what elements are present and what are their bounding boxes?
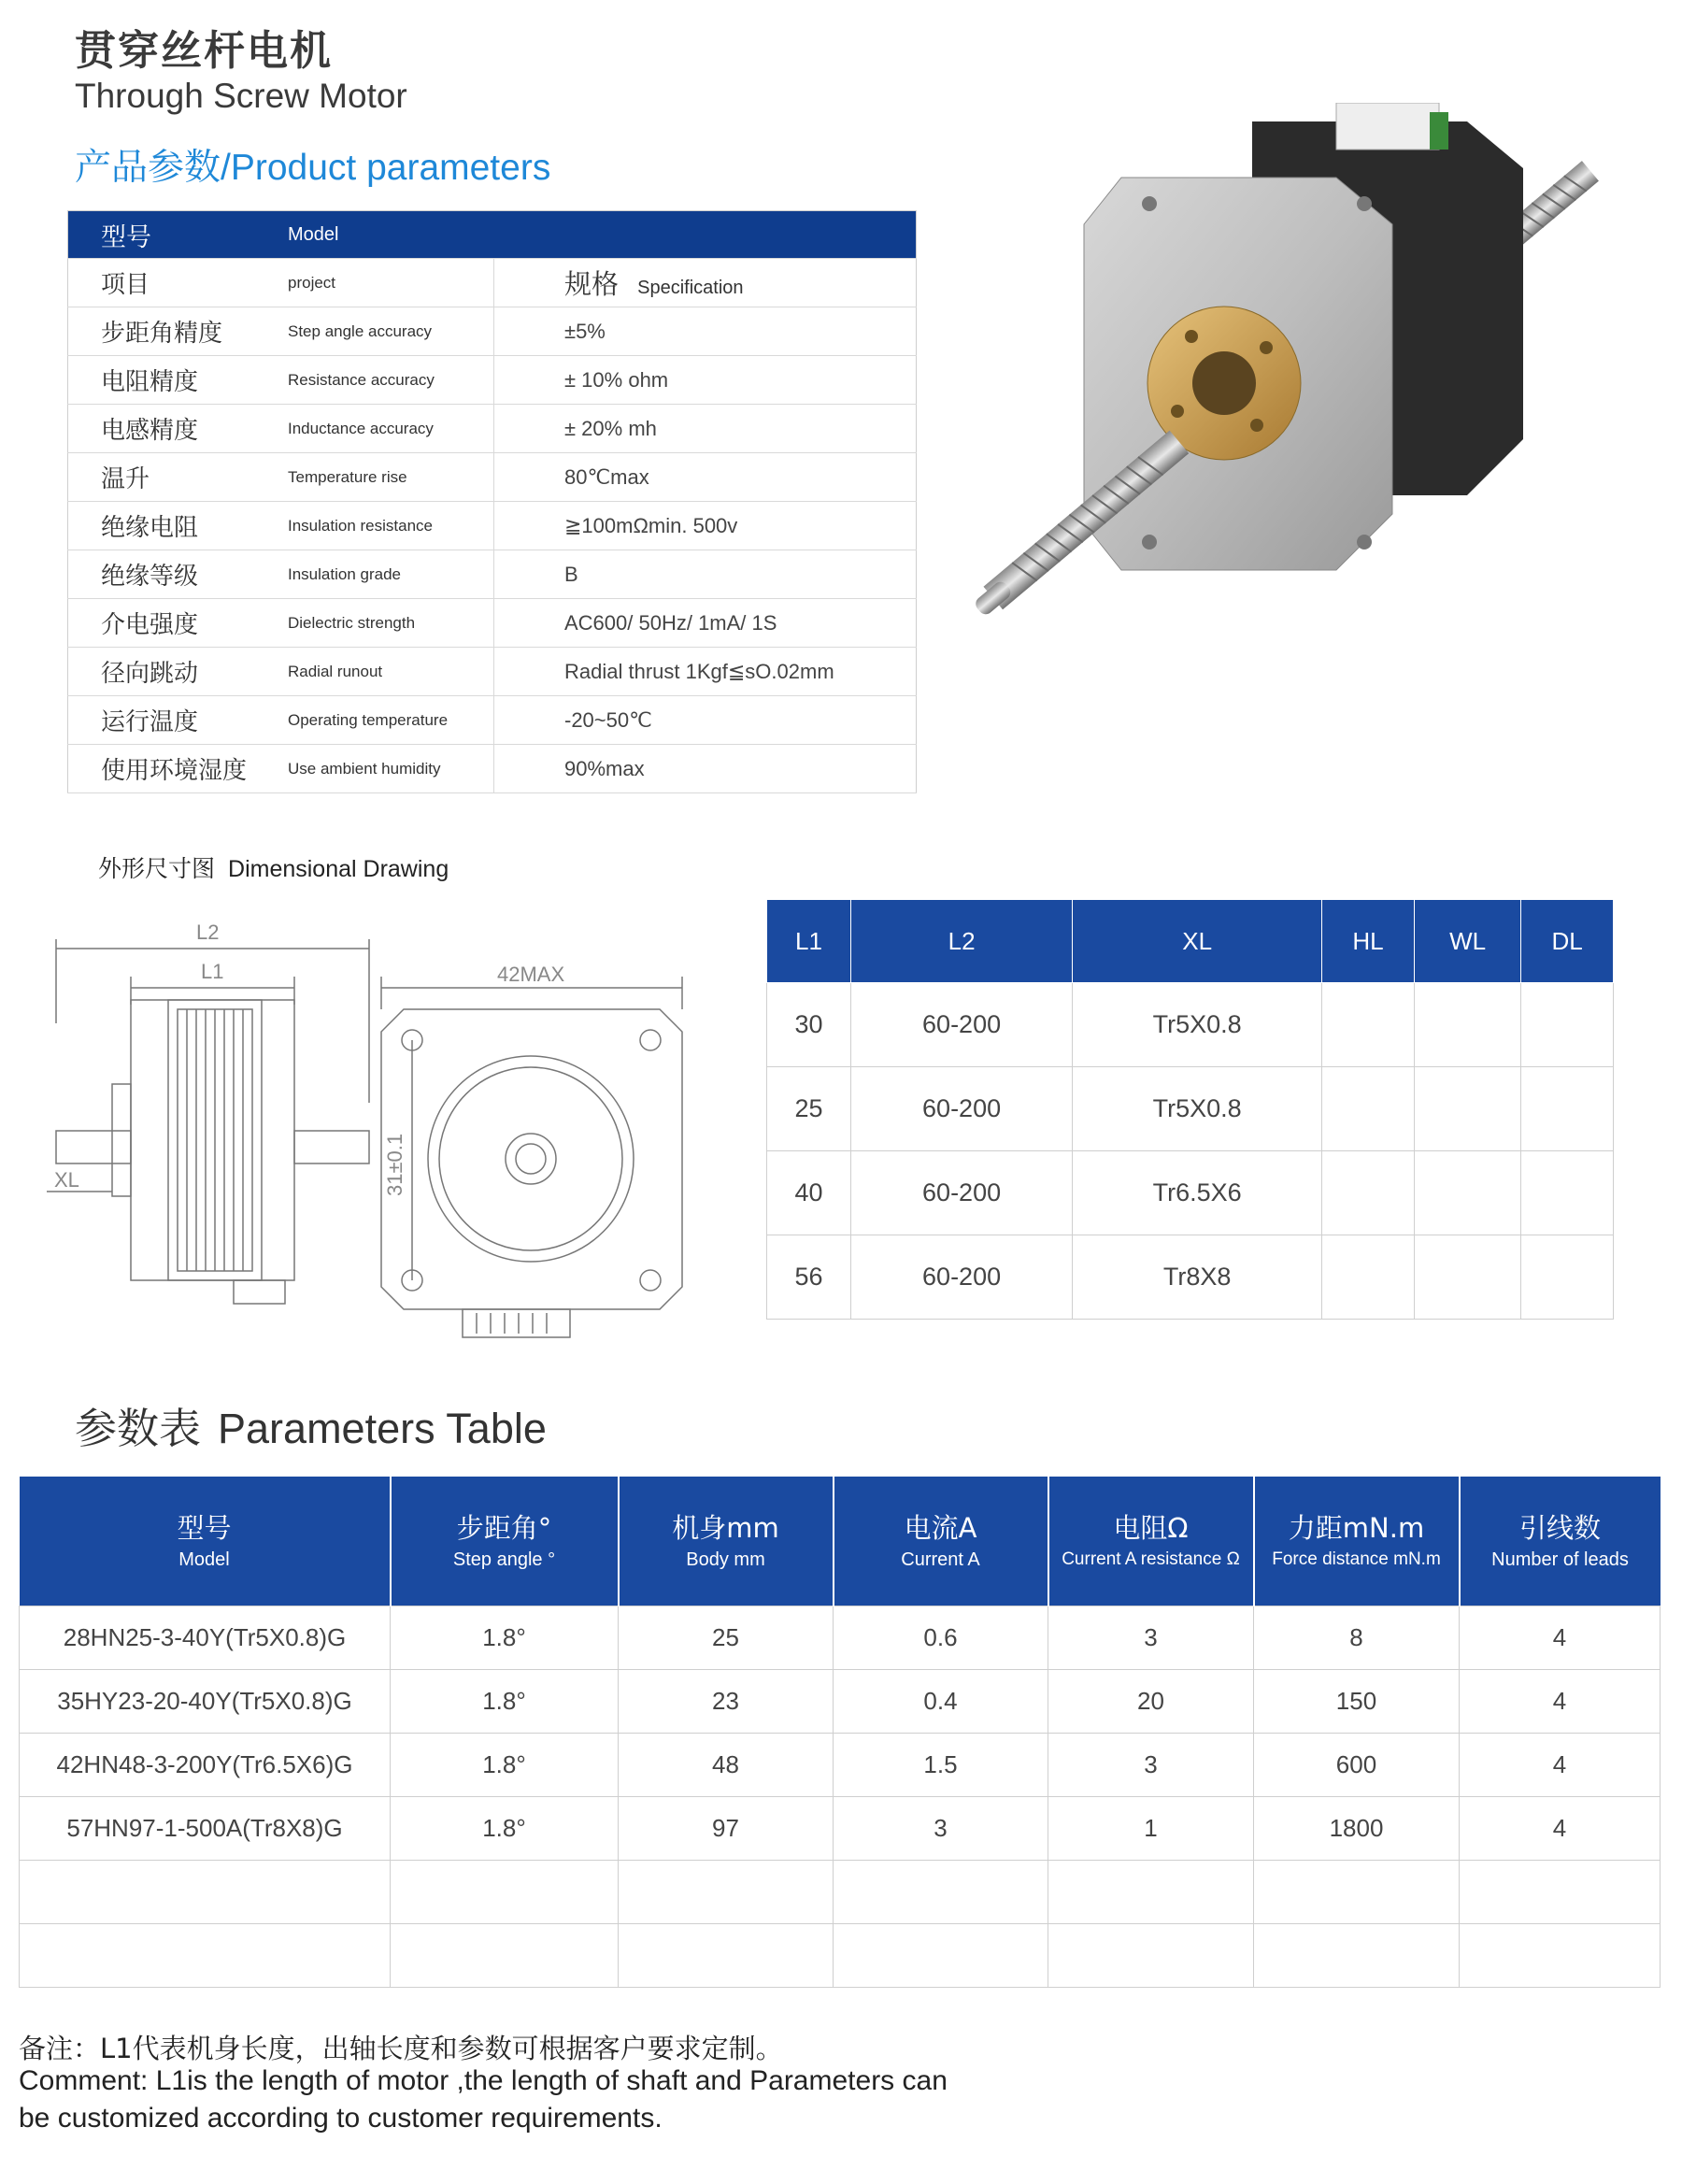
dim-cell: 60-200 [851,1151,1073,1235]
spec-table [67,210,917,793]
dimension-table [766,899,1614,1320]
spec-row-en: Temperature rise [288,453,494,502]
spec-row-cn: 绝缘电阻 [68,502,289,550]
param-cell: 1800 [1254,1797,1460,1861]
comment-cn: 备注：L1代表机身长度，出轴长度和参数可根据客户要求定制。 [19,2033,783,2064]
dim-header-cell: XL [1073,900,1322,983]
spec-row [68,550,917,599]
param-header-force: 力距mN.m Force distance mN.m [1254,1477,1460,1606]
spec-row-value: Radial thrust 1Kgf≦sO.02mm [494,648,917,696]
spec-sub-spec-cn: 规格 [564,270,620,300]
param-header-body: 机身mm Body mm [619,1477,834,1606]
spec-row-cn: 温升 [68,453,289,502]
table-row [767,1235,1614,1320]
param-cell: 0.4 [834,1670,1048,1734]
param-cell: 4 [1460,1606,1661,1670]
spec-row-en: Radial runout [288,648,494,696]
param-cell: 25 [619,1606,834,1670]
param-cell [619,1924,834,1988]
parameters-table [19,1477,1661,1988]
param-cell [1048,1861,1254,1924]
dim-cell: 60-200 [851,1235,1073,1320]
param-cell: 4 [1460,1734,1661,1797]
table-row [20,1924,1661,1988]
dim-cell [1322,1235,1415,1320]
param-cell: 57HN97-1-500A(Tr8X8)G [20,1797,391,1861]
param-header-leads: 引线数 Number of leads [1460,1477,1661,1606]
spec-row-en: Dielectric strength [288,599,494,648]
spec-row-en: Inductance accuracy [288,405,494,453]
param-cell: 1.8° [391,1606,619,1670]
spec-row-value: ≧100mΩmin. 500v [494,502,917,550]
table-row [767,1151,1614,1235]
dim-header-cell: DL [1521,900,1614,983]
dim-cell: Tr6.5X6 [1073,1151,1322,1235]
motor-photo [944,103,1654,654]
dimensional-title-en: Dimensional Drawing [228,856,449,882]
comment-en-line2: be customized according to customer requirements. [19,2103,663,2134]
dim-cell: 40 [767,1151,851,1235]
spec-row-en: Step angle accuracy [288,307,494,356]
param-header-model: 型号 Model [20,1477,391,1606]
spec-sub-spec-en: Specification [637,278,744,298]
param-cell [391,1924,619,1988]
param-header-current: 电流A Current A [834,1477,1048,1606]
table-row [20,1606,1661,1670]
param-header-resistance: 电阻Ω Current A resistance Ω [1048,1477,1254,1606]
dim-header-cell: L1 [767,900,851,983]
param-cell: 97 [619,1797,834,1861]
dim-cell: Tr8X8 [1073,1235,1322,1320]
spec-row-cn: 使用环境湿度 [68,745,289,793]
spec-row [68,405,917,453]
param-cell: 48 [619,1734,834,1797]
section-heading: 产品参数/Product parameters [75,148,551,188]
label-l2: L2 [196,921,220,944]
spec-row-value: AC600/ 50Hz/ 1mA/ 1S [494,599,917,648]
param-cell [20,1924,391,1988]
table-row [767,1067,1614,1151]
param-cell: 1 [1048,1797,1254,1861]
param-cell [1254,1924,1460,1988]
spec-row-cn: 径向跳动 [68,648,289,696]
param-cell [1460,1861,1661,1924]
spec-row [68,453,917,502]
dim-cell: 25 [767,1067,851,1151]
spec-row-value: -20~50℃ [494,696,917,745]
label-hole-distance: 31±0.1 [383,1133,406,1196]
dim-cell: 30 [767,983,851,1067]
parameters-title-en: Parameters Table [218,1405,547,1452]
table-row [20,1861,1661,1924]
spec-header-row [68,211,917,259]
spec-row [68,356,917,405]
param-cell: 20 [1048,1670,1254,1734]
spec-sub-en: project [288,259,494,307]
dim-cell [1322,1151,1415,1235]
dim-cell [1414,1151,1520,1235]
dim-cell: 56 [767,1235,851,1320]
spec-row-value: 80℃max [494,453,917,502]
dimensional-title-cn: 外形尺寸图 [98,855,216,882]
spec-row [68,502,917,550]
param-cell: 0.6 [834,1606,1048,1670]
dim-cell [1322,1067,1415,1151]
spec-row-cn: 绝缘等级 [68,550,289,599]
spec-row-value: ± 10% ohm [494,356,917,405]
table-row [20,1670,1661,1734]
table-row [767,983,1614,1067]
spec-header-en: Model [288,211,494,259]
comment-en-line1: Comment: L1is the length of motor ,the length of shaft and Parameters can [19,2065,948,2096]
dimensional-title [98,850,449,884]
param-cell [20,1861,391,1924]
param-cell: 1.8° [391,1734,619,1797]
spec-sub-row [68,259,917,307]
spec-row [68,307,917,356]
dim-cell [1521,1067,1614,1151]
spec-row-cn: 运行温度 [68,696,289,745]
param-cell [1254,1861,1460,1924]
spec-row-en: Operating temperature [288,696,494,745]
dim-cell: Tr5X0.8 [1073,983,1322,1067]
dim-cell [1414,983,1520,1067]
param-cell: 3 [1048,1606,1254,1670]
spec-row [68,599,917,648]
param-cell: 8 [1254,1606,1460,1670]
spec-row [68,696,917,745]
spec-row [68,648,917,696]
dim-cell [1414,1235,1520,1320]
spec-header-cn: 型号 [68,211,289,259]
label-xl: XL [54,1168,79,1192]
parameters-header-row [20,1477,1661,1606]
dim-cell [1521,1235,1614,1320]
param-cell [619,1861,834,1924]
spec-row [68,745,917,793]
dim-cell: 60-200 [851,1067,1073,1151]
spec-row-value: ±5% [494,307,917,356]
dim-cell [1414,1067,1520,1151]
param-cell [1460,1924,1661,1988]
spec-row-cn: 步距角精度 [68,307,289,356]
spec-sub-cn: 项目 [68,259,289,307]
parameters-title [75,1394,547,1455]
page-title-cn: 贯穿丝杆电机 [75,27,333,75]
spec-row-en: Resistance accuracy [288,356,494,405]
param-cell [391,1861,619,1924]
dim-header-cell: WL [1414,900,1520,983]
param-cell: 1.5 [834,1734,1048,1797]
param-cell: 35HY23-20-40Y(Tr5X0.8)G [20,1670,391,1734]
param-cell [834,1924,1048,1988]
param-cell: 42HN48-3-200Y(Tr6.5X6)G [20,1734,391,1797]
param-cell: 1.8° [391,1670,619,1734]
param-cell: 3 [834,1797,1048,1861]
spec-row-value: ± 20% mh [494,405,917,453]
dim-cell: Tr5X0.8 [1073,1067,1322,1151]
spec-row-en: Insulation grade [288,550,494,599]
param-cell: 150 [1254,1670,1460,1734]
param-cell [1048,1924,1254,1988]
param-cell: 28HN25-3-40Y(Tr5X0.8)G [20,1606,391,1670]
spec-row-cn: 介电强度 [68,599,289,648]
table-row [20,1734,1661,1797]
dim-cell [1521,1151,1614,1235]
param-header-step-angle: 步距角° Step angle ° [391,1477,619,1606]
dim-header-cell: L2 [851,900,1073,983]
param-cell: 1.8° [391,1797,619,1861]
dimension-table-header [767,900,1614,983]
dim-header-cell: HL [1322,900,1415,983]
param-cell: 23 [619,1670,834,1734]
param-cell: 4 [1460,1670,1661,1734]
spec-row-cn: 电感精度 [68,405,289,453]
dim-cell [1521,983,1614,1067]
parameters-title-cn: 参数表 [75,1404,202,1453]
param-cell [834,1861,1048,1924]
spec-row-value: B [494,550,917,599]
spec-row-en: Insulation resistance [288,502,494,550]
param-cell: 4 [1460,1797,1661,1861]
label-42max: 42MAX [497,963,565,986]
table-row [20,1797,1661,1861]
dim-cell [1322,983,1415,1067]
page-title-en: Through Screw Motor [75,77,407,115]
param-cell: 600 [1254,1734,1460,1797]
dim-cell: 60-200 [851,983,1073,1067]
param-cell: 3 [1048,1734,1254,1797]
spec-row-en: Use ambient humidity [288,745,494,793]
dimensional-drawing [37,902,701,1360]
spec-row-value: 90%max [494,745,917,793]
spec-row-cn: 电阻精度 [68,356,289,405]
label-l1: L1 [201,960,224,983]
